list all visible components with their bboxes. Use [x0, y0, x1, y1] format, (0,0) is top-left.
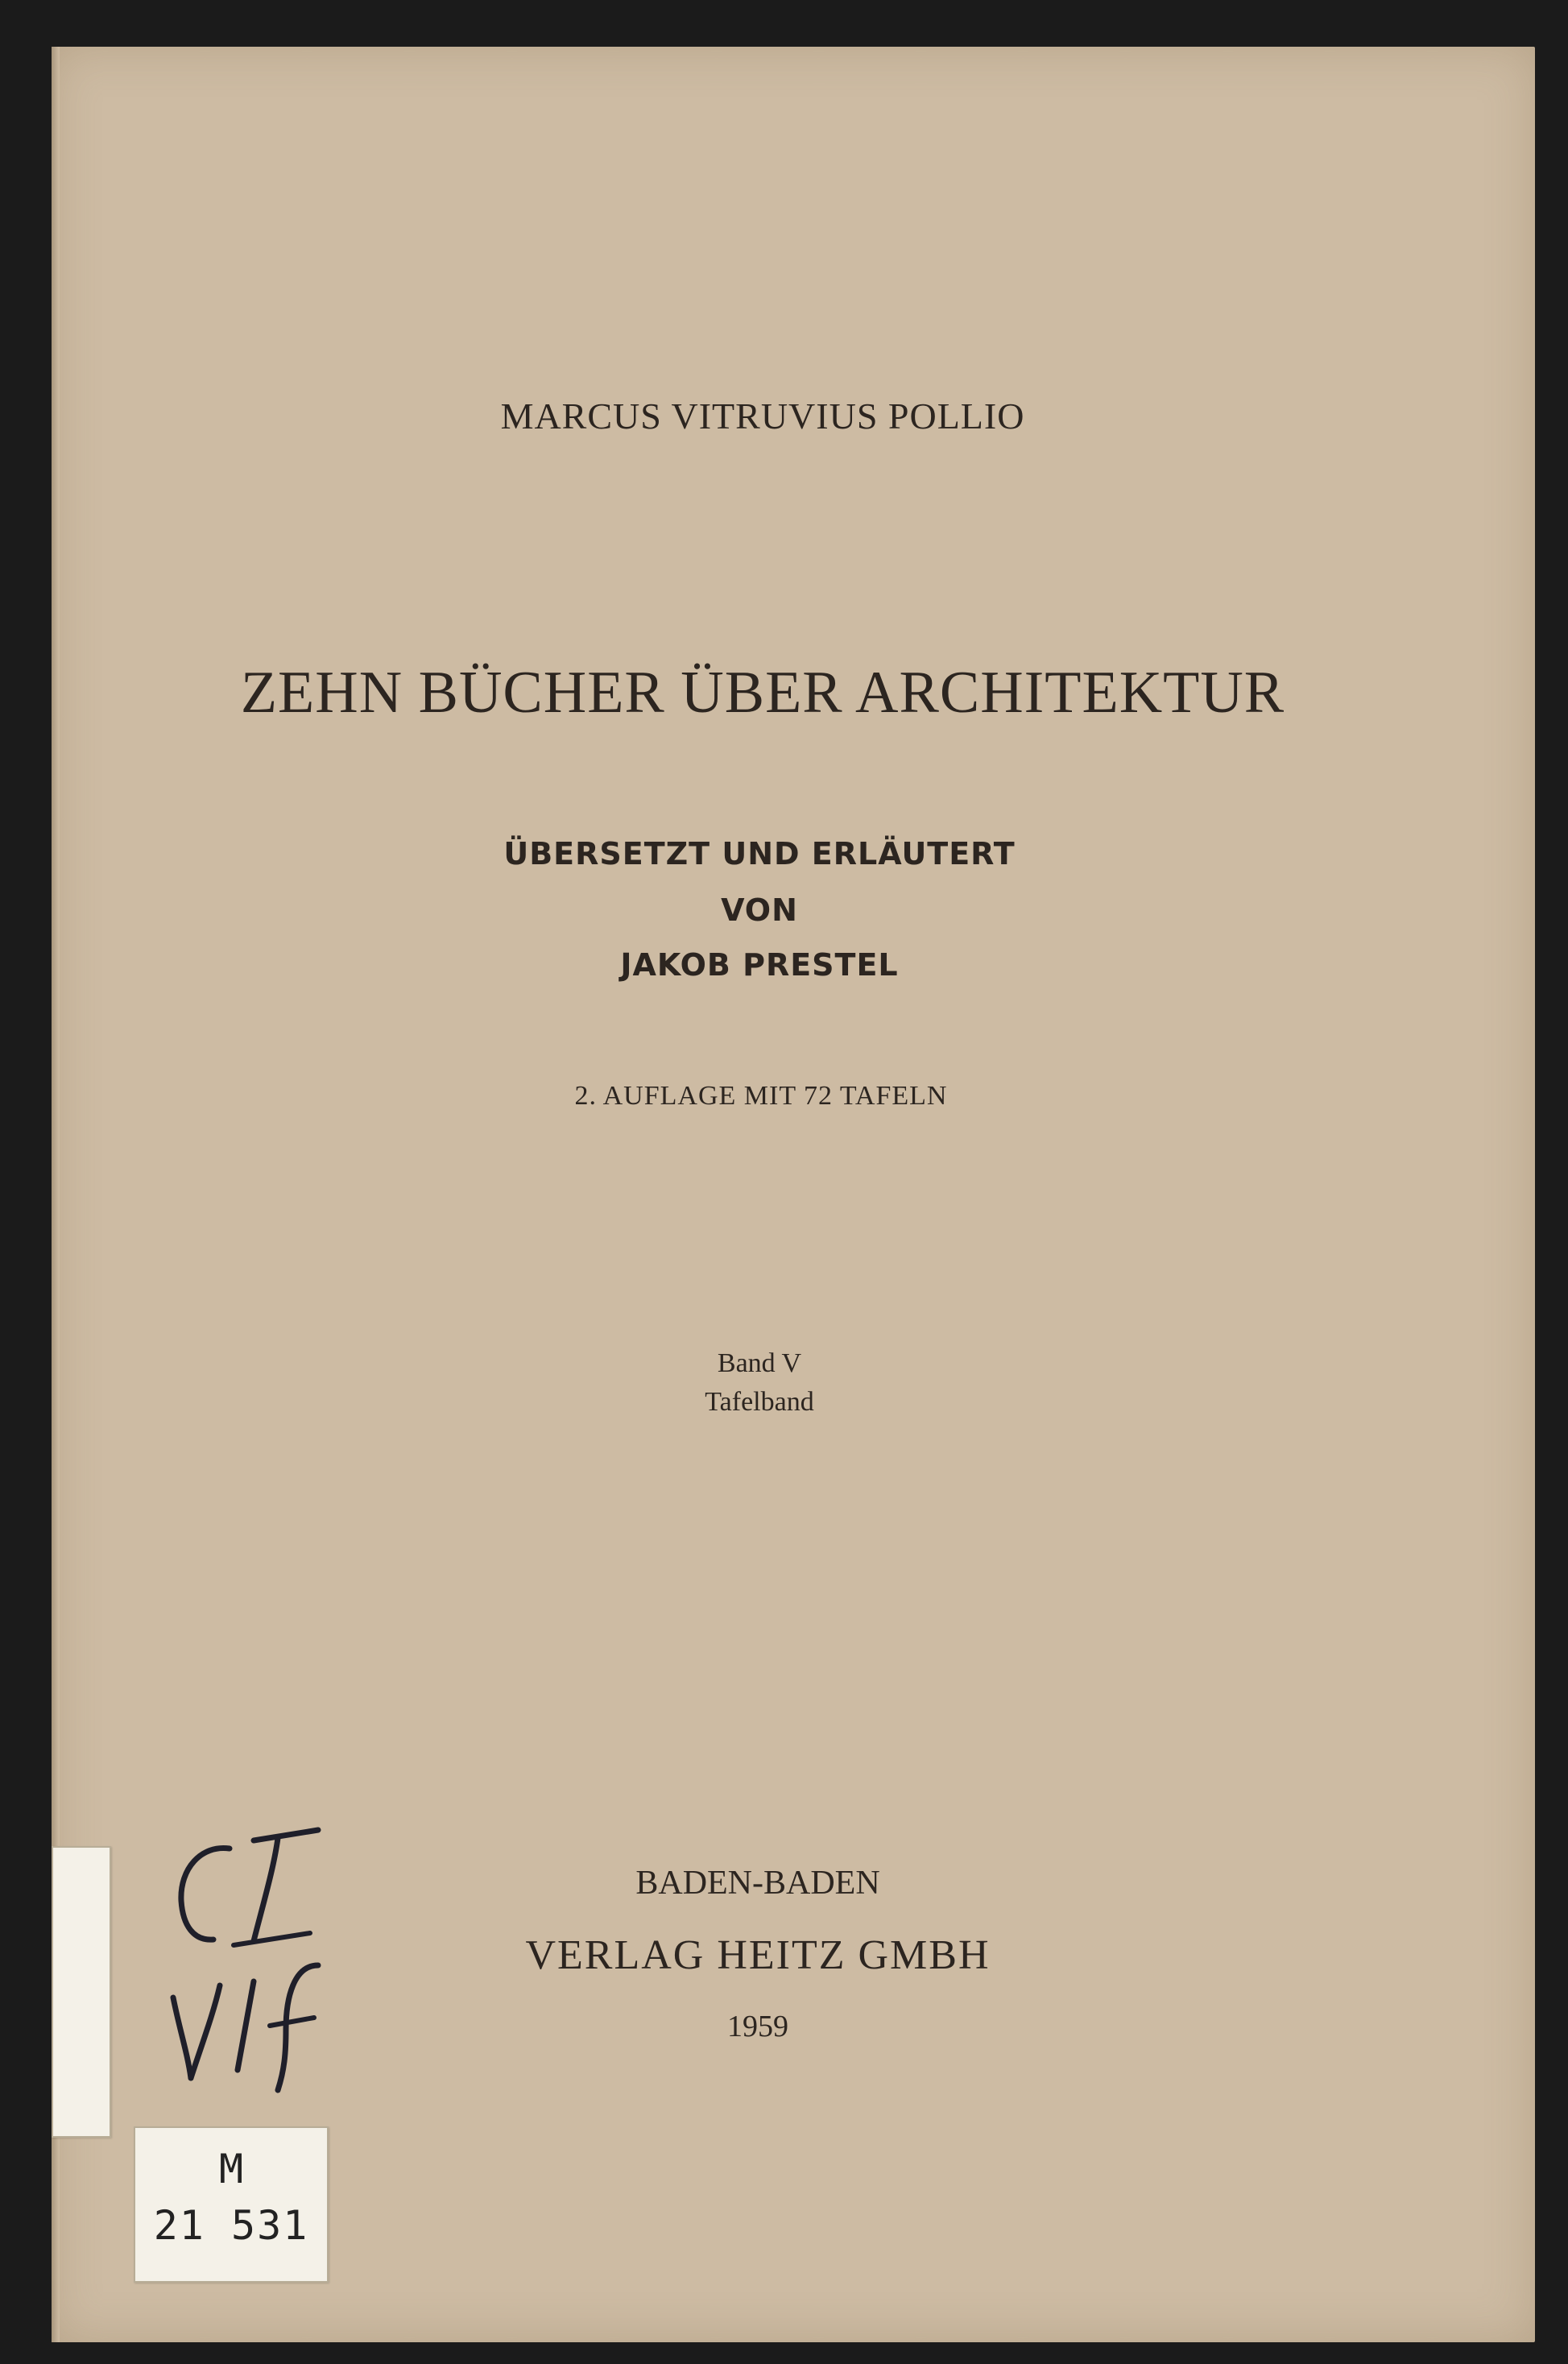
author-name: MARCUS VITRUVIUS POLLIO: [500, 395, 1025, 437]
handwritten-shelfmark: [157, 1812, 366, 2102]
call-number-line2: 21 531: [153, 2202, 309, 2249]
publication-year: 1959: [727, 2010, 788, 2043]
book-title: ZEHN BÜCHER ÜBER ARCHITEKTUR: [240, 660, 1285, 726]
edition-info: 2. AUFLAGE MIT 72 TAFELN: [574, 1081, 948, 1111]
translator-name: JAKOB PRESTEL: [620, 947, 899, 983]
volume-number: Band V: [717, 1348, 802, 1378]
library-call-number-label: [134, 2126, 329, 2283]
library-spine-label: [52, 1846, 111, 2138]
subtitle-by: VON: [721, 892, 798, 928]
publication-place: BADEN-BADEN: [635, 1865, 880, 1902]
publisher-name: VERLAG HEITZ GMBH: [525, 1932, 991, 1978]
volume-type: Tafelband: [705, 1387, 814, 1417]
subtitle-translated: ÜBERSETZT UND ERLÄUTERT: [503, 836, 1016, 871]
call-number-line1: M: [218, 2146, 244, 2192]
